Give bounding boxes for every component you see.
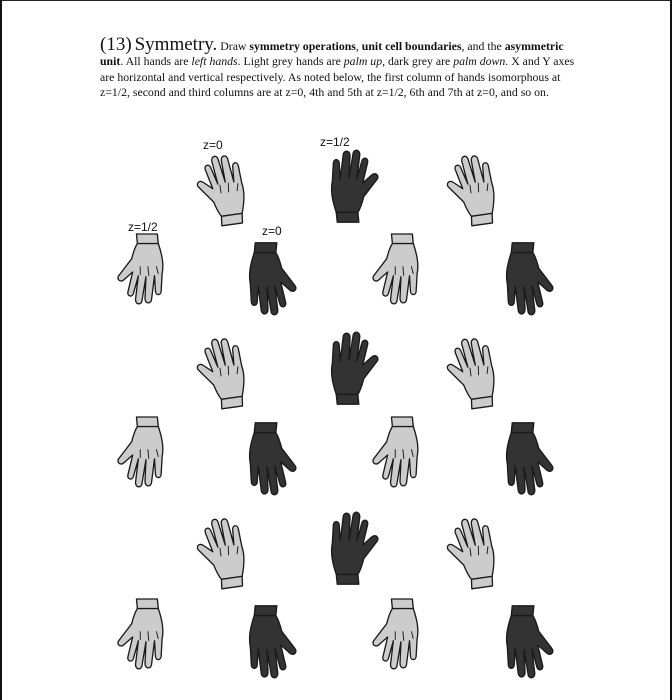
- emphasis-palm-down: palm down: [453, 54, 506, 69]
- problem-title: Symmetry.: [134, 34, 218, 55]
- z-label-column-1: z=1/2: [128, 220, 158, 234]
- dark-grey-hand: [507, 243, 553, 315]
- light-grey-hand: [118, 417, 163, 487]
- emphasis-asymmetric-unit: asymmetric unit: [100, 39, 564, 69]
- emphasis-palm-up: palm up: [343, 54, 383, 69]
- emphasis-left-hands: left hands: [191, 54, 238, 69]
- light-grey-hand: [118, 234, 163, 304]
- light-grey-hand: [373, 417, 418, 487]
- light-grey-hand: [118, 599, 163, 669]
- light-grey-hand: [444, 336, 498, 411]
- text-run: Draw: [217, 39, 250, 53]
- text-run: , and the: [461, 39, 505, 53]
- dark-grey-hand: [507, 423, 553, 495]
- dark-grey-hand: [250, 606, 296, 678]
- light-grey-hand: [373, 599, 418, 669]
- problem-number: (13): [100, 34, 132, 55]
- emphasis-symmetry-operations: symmetry operations: [249, 39, 356, 53]
- dark-grey-hand: [332, 332, 378, 404]
- text-run: ,: [355, 39, 362, 53]
- light-grey-hand: [194, 516, 248, 591]
- text-run: . X and Y axes are horizontal and vertical respectively. As noted below, the first column of hands isomorphous at z=1/2, second and third columns are at z=0, 4th and 5th at z=1/2, 6th and 7th at z=0, and so on.: [100, 54, 575, 100]
- light-grey-hand: [373, 234, 418, 304]
- light-grey-hand: [444, 516, 498, 591]
- z-label-column-4: z=1/2: [320, 135, 350, 149]
- light-grey-hand: [194, 336, 248, 411]
- dark-grey-hand: [332, 512, 378, 584]
- dark-grey-hand: [250, 423, 296, 495]
- dark-grey-hand: [507, 606, 553, 678]
- z-label-column-2: z=0: [262, 224, 282, 238]
- emphasis-unit-cell-boundaries: unit cell boundaries: [361, 39, 462, 53]
- z-label-column-3: z=0: [203, 138, 223, 152]
- light-grey-hand: [444, 153, 498, 228]
- text-run: , dark grey are: [382, 54, 454, 69]
- text-run: . All hands are: [120, 54, 192, 69]
- dark-grey-hand: [250, 243, 296, 315]
- dark-grey-hand: [332, 150, 378, 222]
- text-run: . Light grey hands are: [237, 54, 344, 69]
- light-grey-hand: [194, 153, 248, 228]
